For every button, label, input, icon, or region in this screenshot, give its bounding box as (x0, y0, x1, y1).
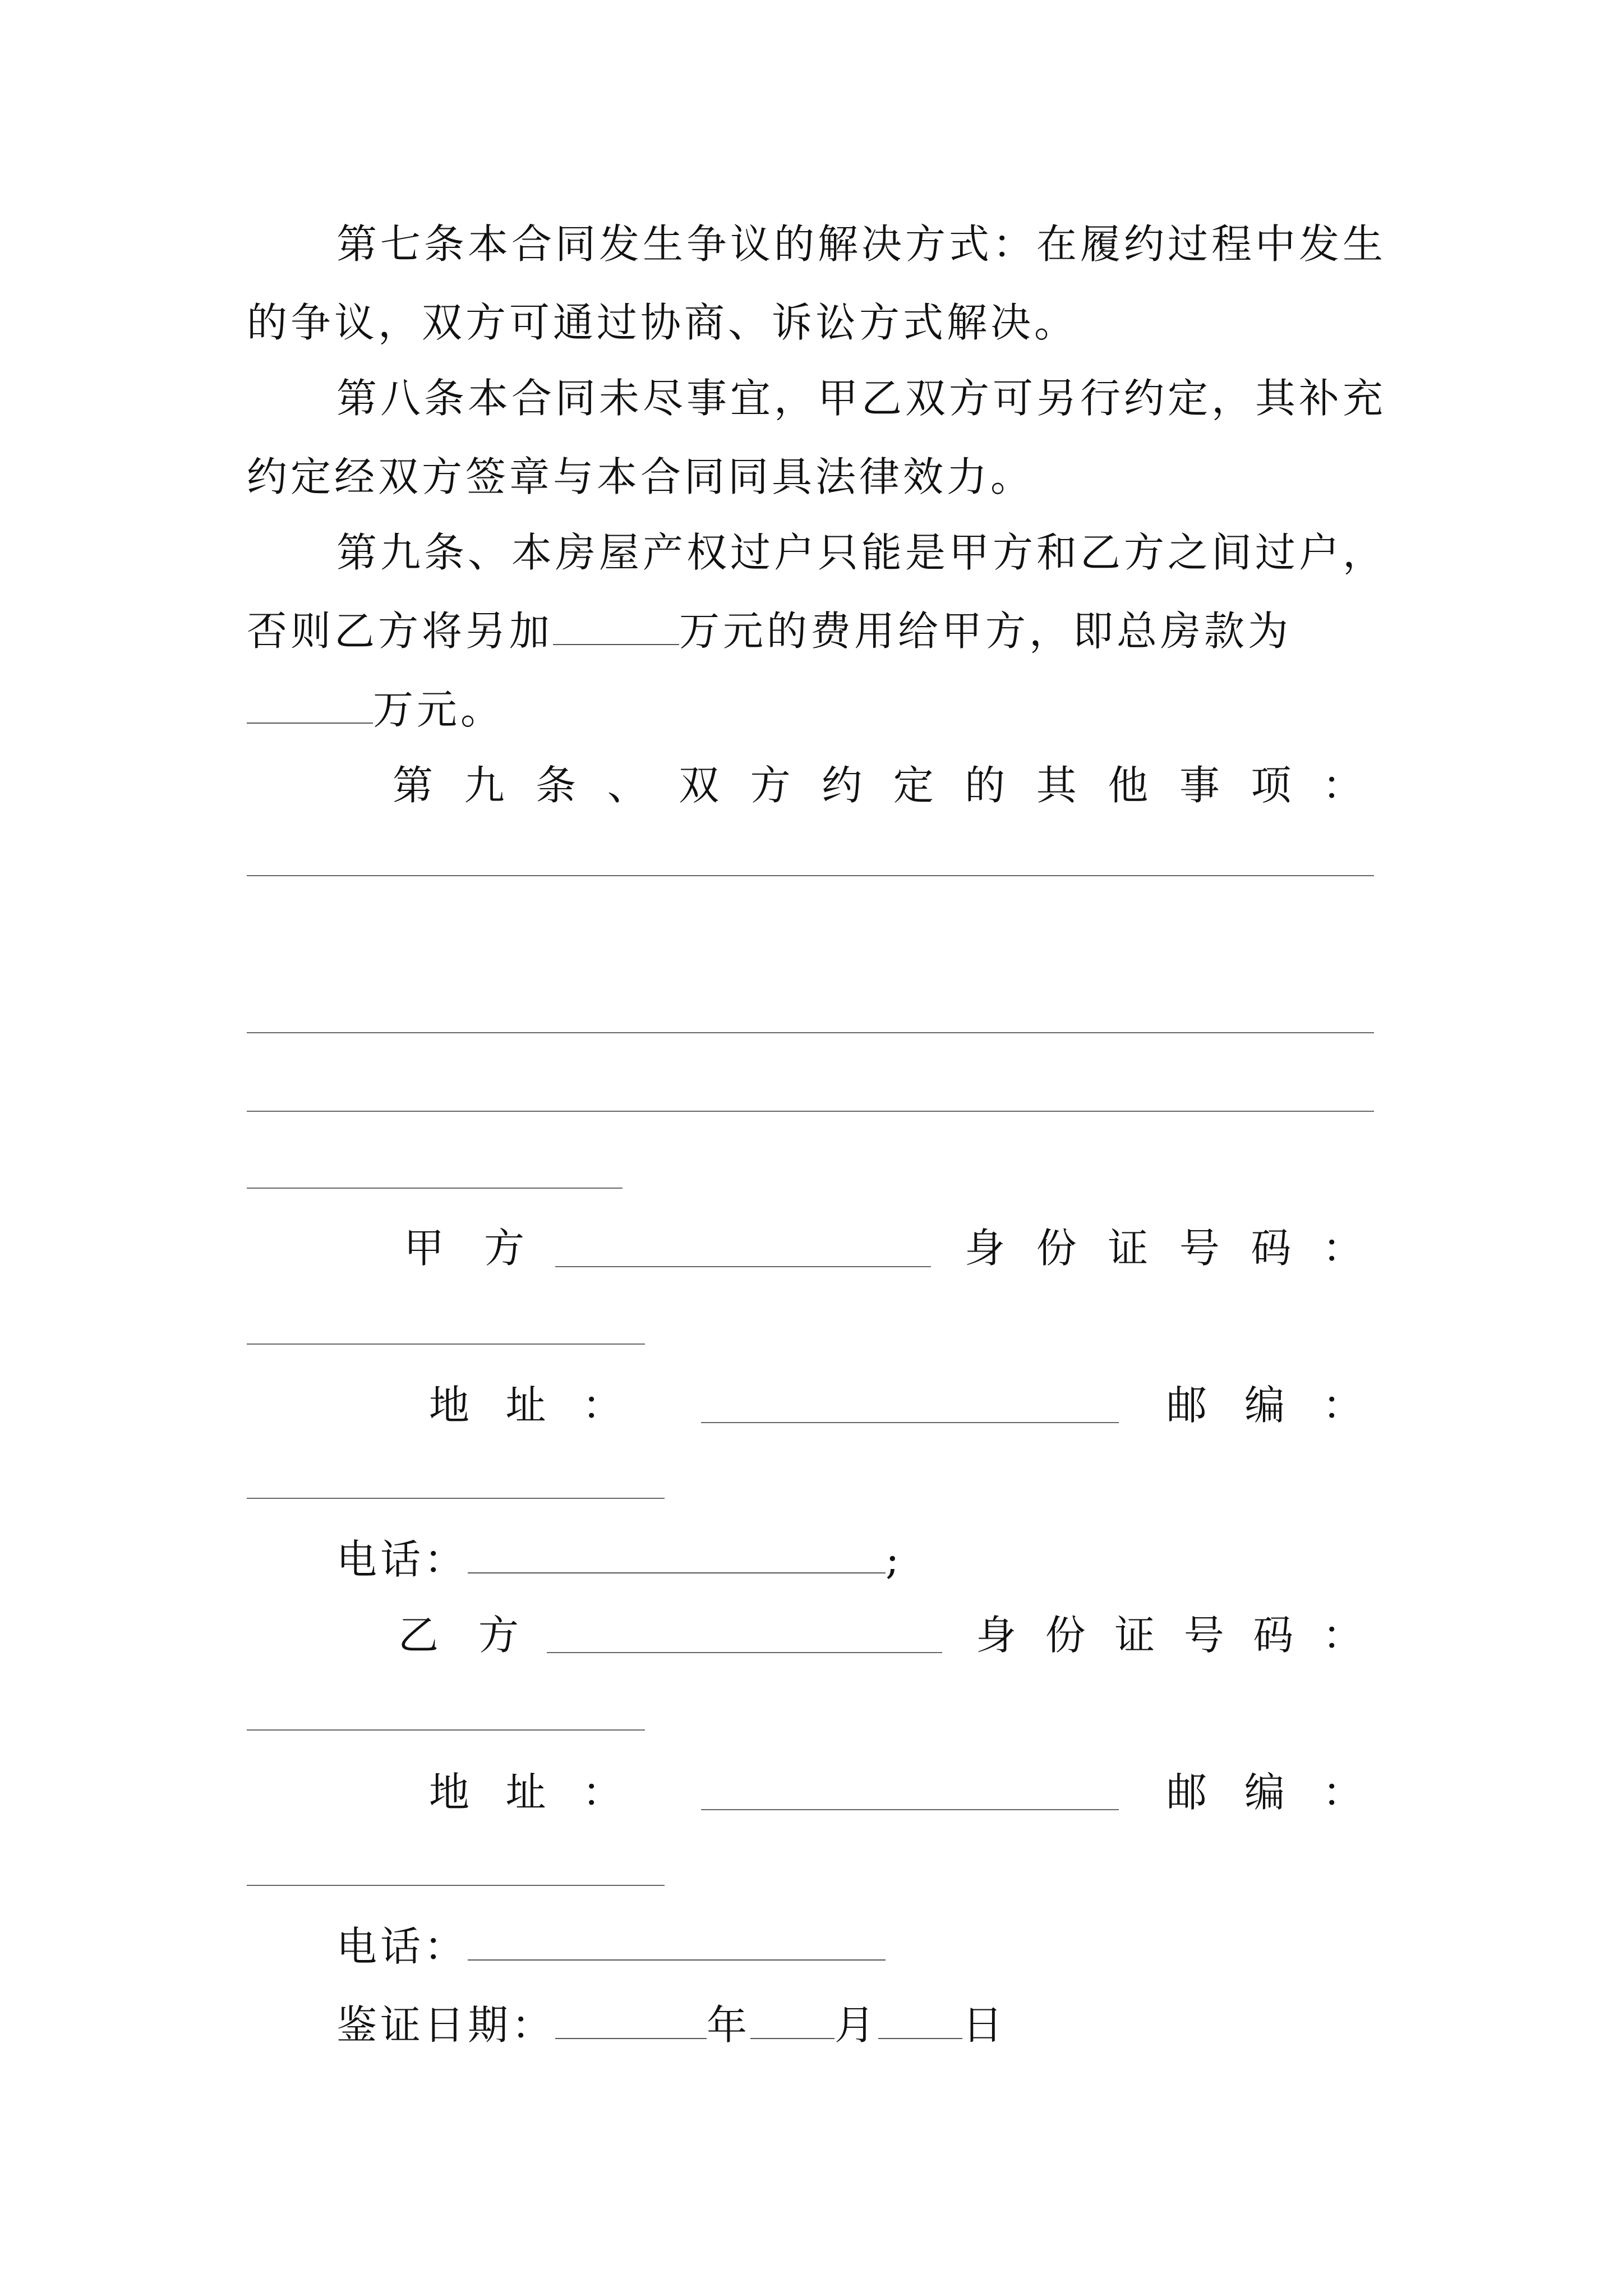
other-char: 九 (464, 762, 505, 809)
party-b-char: 方 (478, 1612, 519, 1659)
party-b-zip-blank[interactable] (247, 1885, 665, 1886)
article-9-text-2a: 否则乙方将另加 (247, 608, 554, 655)
address-char: ： (582, 1769, 623, 1816)
id-char: 份 (1045, 1612, 1086, 1659)
party-b-name-blank[interactable] (547, 1652, 942, 1653)
zip-char: 邮 (1166, 1769, 1207, 1816)
party-a-char: 甲 (404, 1225, 445, 1272)
month-blank[interactable] (750, 2004, 834, 2039)
party-b-zip-label (1166, 1750, 1363, 1834)
article-9-text-2b: 万元的费用给甲方，即总房款为 (679, 608, 1292, 655)
date-line (0, 1983, 1623, 2067)
other-char: 、 (607, 762, 648, 809)
extra-fee-blank[interactable] (553, 610, 679, 645)
other-matters-blank-2[interactable] (247, 1032, 1374, 1033)
other-char: 他 (1108, 762, 1149, 809)
article-7-text-2: 的争议，双方可通过协商、诉讼方式解决。 (247, 299, 1078, 346)
article-8-line-1 (0, 356, 1623, 440)
party-a-char: 方 (483, 1225, 524, 1272)
party-a-phone-line (0, 1517, 1623, 1602)
other-matters-blank-4[interactable] (247, 1188, 623, 1189)
other-matters-blank-1[interactable] (247, 875, 1374, 876)
id-char: ： (1322, 1225, 1363, 1272)
article-9-line-1 (0, 510, 1623, 595)
party-b-address-blank[interactable] (701, 1809, 1119, 1810)
id-char: 证 (1108, 1225, 1149, 1272)
party-a-zip-blank[interactable] (247, 1498, 665, 1499)
party-a-phone-suffix: ; (886, 1536, 903, 1583)
zip-char: 编 (1244, 1382, 1285, 1429)
day-blank[interactable] (878, 2004, 962, 2039)
article-9-line-3 (0, 668, 1623, 752)
party-b-id-blank[interactable] (247, 1729, 645, 1731)
article-9-line-2 (0, 589, 1623, 673)
address-char: 地 (429, 1382, 470, 1429)
year-blank[interactable] (555, 2004, 707, 2039)
article-7-line-2 (0, 280, 1623, 365)
article-7-text-1: 第七条本合同发生争议的解决方式：在履约过程中发生 (336, 220, 1387, 268)
party-b-phone-label: 电话： (336, 1923, 468, 1970)
id-char: 份 (1036, 1225, 1077, 1272)
other-char: ： (1322, 762, 1363, 809)
party-b-phone-line (0, 1904, 1623, 1989)
other-char: 的 (965, 762, 1006, 809)
party-b-phone-blank[interactable] (468, 1926, 886, 1961)
address-char: 址 (505, 1769, 546, 1816)
party-a-address-label (429, 1363, 623, 1447)
address-char: 址 (505, 1382, 546, 1429)
other-char: 双 (679, 762, 720, 809)
article-9-text-3: 万元。 (373, 686, 505, 733)
total-price-blank[interactable] (247, 689, 373, 724)
party-a-phone-blank[interactable] (468, 1539, 886, 1573)
date-label: 鉴证日期： (336, 2001, 556, 2049)
id-char: 身 (965, 1225, 1006, 1272)
article-8-line-2 (0, 435, 1623, 519)
article-7-line-1 (0, 202, 1623, 286)
other-char: 定 (893, 762, 934, 809)
other-matters-blank-3[interactable] (247, 1111, 1374, 1112)
zip-char: ： (1322, 1769, 1363, 1816)
article-8-text-1: 第八条本合同未尽事宜，甲乙双方可另行约定，其补充 (336, 375, 1387, 422)
id-char: 号 (1183, 1612, 1224, 1659)
day-label: 日 (962, 2001, 1007, 2049)
id-char: 号 (1179, 1225, 1220, 1272)
zip-char: ： (1322, 1382, 1363, 1429)
other-char: 第 (393, 762, 434, 809)
id-char: 身 (976, 1612, 1017, 1659)
id-char: ： (1322, 1612, 1363, 1659)
article-9-text-1: 第九条、本房屋产权过户只能是甲方和乙方之间过户， (336, 529, 1387, 576)
party-a-phone-label: 电话： (336, 1536, 468, 1583)
other-char: 条 (536, 762, 577, 809)
other-matters-heading (393, 743, 1363, 827)
id-char: 码 (1253, 1612, 1294, 1659)
party-a-id-blank[interactable] (247, 1343, 645, 1345)
article-8-text-2: 约定经双方签章与本合同同具法律效力。 (247, 453, 1035, 500)
other-char: 方 (750, 762, 791, 809)
other-char: 事 (1179, 762, 1220, 809)
party-a-id-label (965, 1206, 1363, 1290)
party-a-name-blank[interactable] (555, 1266, 931, 1267)
party-b-id-label (976, 1593, 1363, 1677)
party-b-address-label (429, 1750, 623, 1834)
party-a-label (404, 1206, 524, 1290)
address-char: ： (582, 1382, 623, 1429)
address-char: 地 (429, 1769, 470, 1816)
year-label: 年 (707, 2001, 751, 2049)
id-char: 证 (1114, 1612, 1155, 1659)
id-char: 码 (1251, 1225, 1292, 1272)
party-b-label (398, 1593, 519, 1677)
party-a-zip-label (1166, 1363, 1363, 1447)
party-a-address-blank[interactable] (701, 1422, 1119, 1423)
month-label: 月 (834, 2001, 879, 2049)
other-char: 其 (1036, 762, 1077, 809)
zip-char: 编 (1244, 1769, 1285, 1816)
zip-char: 邮 (1166, 1382, 1207, 1429)
other-char: 约 (822, 762, 863, 809)
party-b-char: 乙 (398, 1612, 439, 1659)
other-char: 项 (1251, 762, 1292, 809)
